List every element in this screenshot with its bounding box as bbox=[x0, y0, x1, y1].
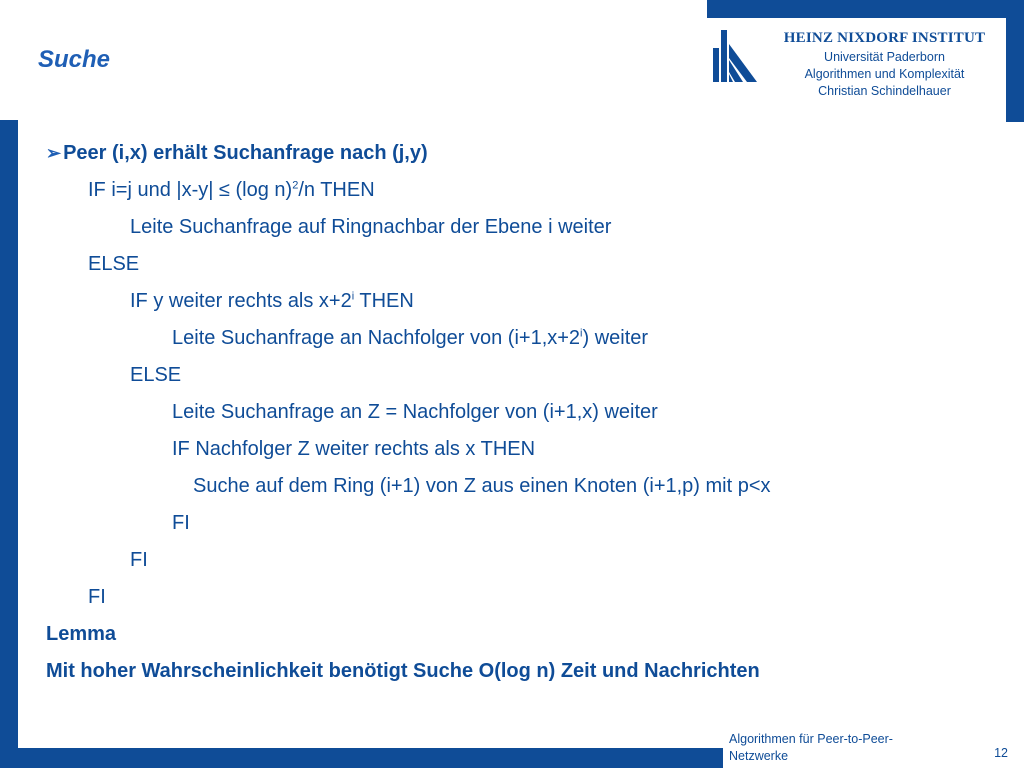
pseudo-forward-z: Leite Suchanfrage an Z = Nachfolger von (i+1,x) weiter bbox=[172, 401, 658, 423]
institute-block bbox=[763, 30, 1006, 98]
pseudo-fi-1: FI bbox=[172, 512, 190, 534]
pseudo-if-2 bbox=[130, 290, 414, 313]
pseudo-fi-3: FI bbox=[88, 586, 106, 608]
pseudo-if-1-text: IF i=j und |x-y| ≤ (log n) bbox=[88, 179, 293, 201]
pseudo-if-1-exponent: 2 bbox=[292, 179, 299, 192]
bottom-frame-bar bbox=[0, 748, 723, 768]
pseudo-forward-successor-exponent: i bbox=[580, 327, 583, 340]
arrow-bullet-icon: ➢ bbox=[46, 143, 62, 163]
lemma-text: Mit hoher Wahrscheinlichkeit benötigt Suche O(log n) Zeit und Nachrichten bbox=[46, 660, 760, 682]
lemma-title: Lemma bbox=[46, 623, 117, 645]
top-frame-bar bbox=[707, 0, 1024, 18]
pseudo-fi-2: FI bbox=[130, 549, 148, 571]
right-frame-bar bbox=[1006, 0, 1024, 122]
department-name: Algorithmen und Komplexität bbox=[804, 67, 965, 81]
pseudo-if-1-tail: /n THEN bbox=[298, 179, 375, 201]
pseudo-forward-ring: Leite Suchanfrage auf Ringnachbar der Ebene i weiter bbox=[130, 216, 612, 238]
left-frame-bar bbox=[0, 120, 18, 748]
bullet-heading bbox=[46, 142, 428, 165]
pseudo-else-1: ELSE bbox=[88, 253, 140, 275]
pseudo-forward-successor bbox=[172, 327, 648, 350]
university-name: Universität Paderborn bbox=[824, 50, 945, 64]
pseudo-if-1 bbox=[88, 179, 375, 202]
pseudo-search-ring: Suche auf dem Ring (i+1) von Z aus einen Knoten (i+1,p) mit p<x bbox=[193, 475, 771, 497]
pseudo-if-3: IF Nachfolger Z weiter rechts als x THEN bbox=[172, 438, 536, 460]
pseudo-if-2-tail: THEN bbox=[354, 290, 414, 312]
author-name: Christian Schindelhauer bbox=[818, 84, 951, 98]
footer-course: Algorithmen für Peer-to-Peer-Netzwerke bbox=[729, 732, 893, 763]
pseudo-if-2-exponent: i bbox=[351, 290, 355, 303]
pseudo-forward-successor-tail: ) weiter bbox=[582, 327, 649, 349]
pseudo-if-2-text: IF y weiter rechts als x+2 bbox=[130, 290, 352, 312]
page-number: 12 bbox=[994, 746, 1008, 760]
slide-title: Suche bbox=[38, 46, 111, 73]
bullet-heading-text: Peer (i,x) erhält Suchanfrage nach (j,y) bbox=[63, 142, 428, 164]
institute-name: HEINZ NIXDORF INSTITUT bbox=[783, 30, 986, 46]
pseudo-else-2: ELSE bbox=[130, 364, 182, 386]
institute-logo-icon bbox=[713, 30, 759, 86]
pseudo-forward-successor-text: Leite Suchanfrage an Nachfolger von (i+1,x+2 bbox=[172, 327, 581, 349]
